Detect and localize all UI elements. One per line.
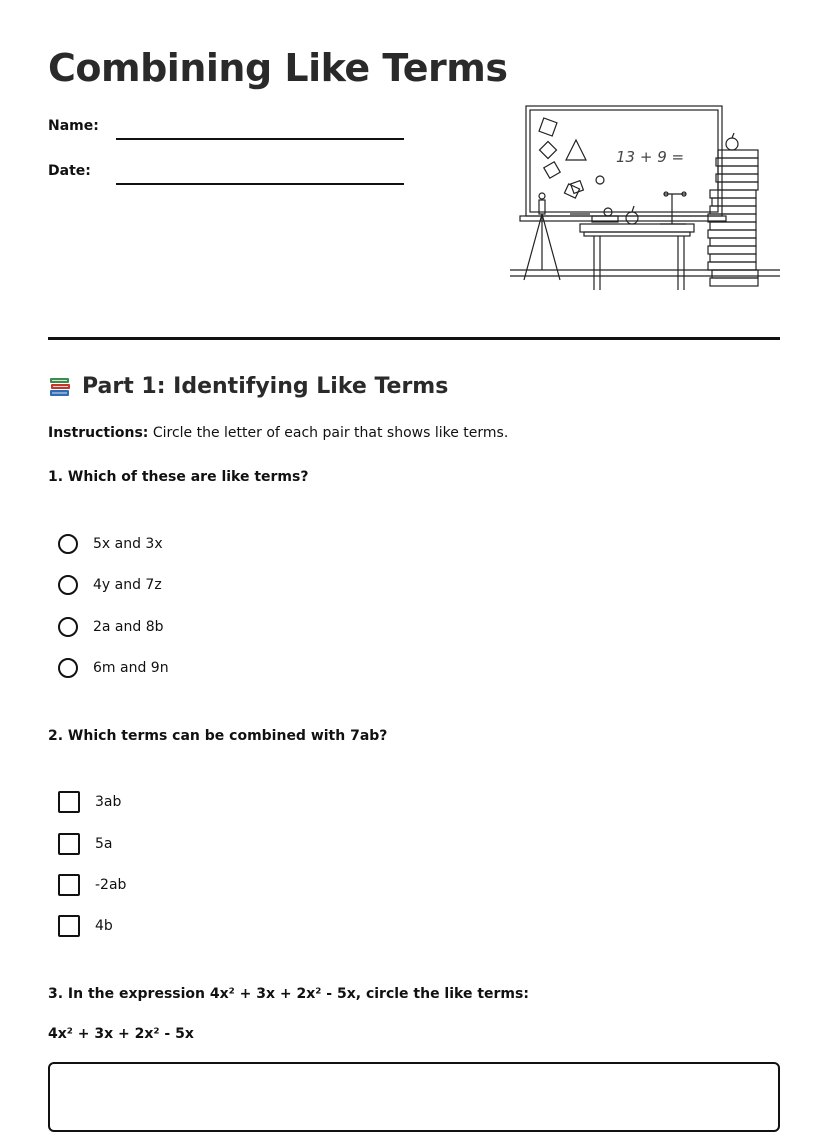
board-equation: 13 + 9 = [616,148,685,166]
page-title: Combining Like Terms [48,46,508,90]
option-label: 5x and 3x [93,536,163,552]
name-label: Name: [48,118,99,134]
radio-button[interactable] [58,658,78,678]
part1-heading [48,374,448,399]
checkbox[interactable] [58,915,80,937]
question-1: 1. Which of these are like terms? [48,469,309,485]
q2-option[interactable] [58,913,113,939]
question-3: 3. In the expression 4x² + 3x + 2x² - 5x, circle the like terms: [48,986,529,1002]
name-line[interactable] [116,138,404,140]
date-label: Date: [48,163,91,179]
checkbox[interactable] [58,874,80,896]
section-divider [48,337,780,340]
date-field[interactable] [48,163,408,193]
classroom-illustration [510,100,782,296]
option-label: 4b [95,918,113,934]
name-field[interactable] [48,118,408,148]
option-label: 5a [95,836,113,852]
q2-option[interactable] [58,789,121,815]
option-label: 4y and 7z [93,577,162,593]
date-line[interactable] [116,183,404,185]
q1-option[interactable] [58,531,163,557]
answer-box[interactable] [48,1062,780,1132]
book-stack [708,133,758,286]
option-label: -2ab [95,877,127,893]
option-label: 6m and 9n [93,660,169,676]
question-2: 2. Which terms can be combined with 7ab? [48,728,388,744]
instructions-text: Circle the letter of each pair that shows like terms. [152,425,509,441]
q1-option[interactable] [58,655,169,681]
part1-heading-text: Part 1: Identifying Like Terms [82,374,449,399]
q2-option[interactable] [58,872,126,898]
radio-button[interactable] [58,575,78,595]
radio-button[interactable] [58,617,78,637]
instructions-label: Instructions: [48,425,149,441]
expression: 4x² + 3x + 2x² - 5x [48,1026,194,1042]
checkbox[interactable] [58,791,80,813]
books-icon [48,375,72,399]
q1-option[interactable] [58,572,162,598]
q2-option[interactable] [58,831,113,857]
option-label: 2a and 8b [93,619,164,635]
option-label: 3ab [95,794,122,810]
worksheet-page [48,0,780,1118]
instructions [48,425,508,441]
checkbox[interactable] [58,833,80,855]
radio-button[interactable] [58,534,78,554]
q1-option[interactable] [58,614,164,640]
